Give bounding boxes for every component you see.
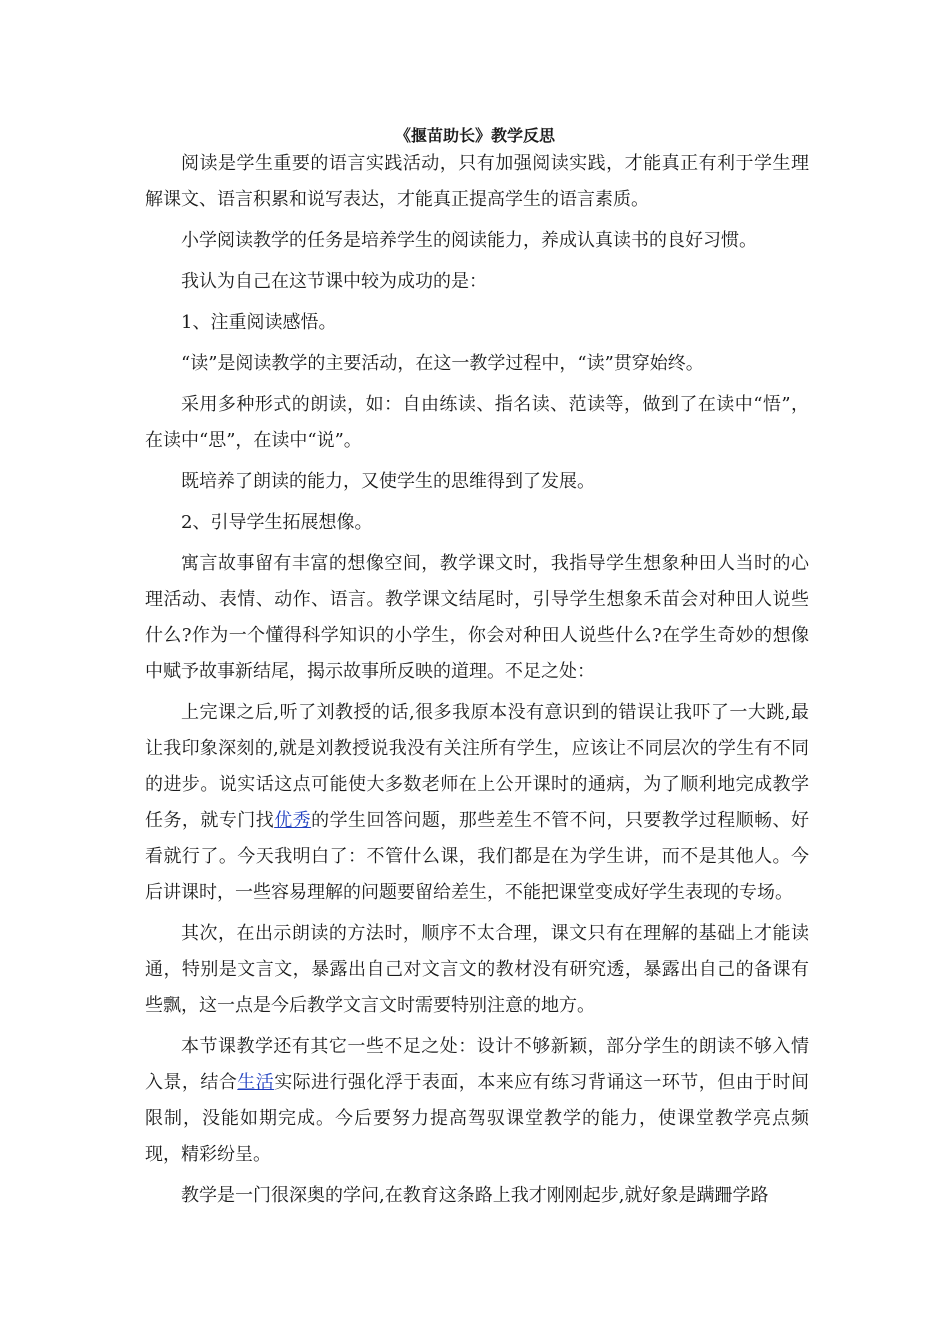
paragraph-reading-ability: 既培养了朗读的能力，又使学生的思维得到了发展。 (181, 471, 595, 492)
paragraph-imagination: 寓言故事留有丰富的想像空间，教学课文时，我指导学生想象种田人当时的心理活动、表情、动作、语言。教学课文结尾时，引导学生想象禾苗会对种田人说些什么?作为一个懂得科学知识的小学生，你会对种田人说些什么?在学生奇妙的想像中赋予故事新结尾，揭示故事所反映的道理。不足之处： (145, 553, 809, 682)
paragraph-conclusion: 教学是一门很深奥的学问,在教育这条路上我才刚刚起步,就好象是蹒跚学路 (181, 1185, 769, 1206)
paragraph-point-1-heading: 1、注重阅读感悟。 (181, 312, 337, 333)
paragraph-reading-order: 其次，在出示朗读的方法时，顺序不太合理，课文只有在理解的基础上才能读通，特别是文言文，暴露出自己对文言文的教材没有研究透，暴露出自己的备课有些飘，这一点是今后教学文言文时需要特别注意的地方。 (145, 923, 809, 1016)
paragraph-point-2-heading: 2、引导学生拓展想像。 (181, 512, 373, 533)
document-title: 《揠苗助长》教学反思 (394, 126, 555, 145)
link-shenghuo[interactable]: 生活 (237, 1072, 275, 1093)
paragraph-success-intro: 我认为自己在这节课中较为成功的是： (181, 271, 487, 292)
paragraph-text-segment: 实际进行强化浮于表面，本来应有练习背诵这一环节，但由于时间限制，没能如期完成。今后要努力提高驾驭课堂教学的能力，使课堂教学亮点频现，精彩纷呈。 (145, 1072, 810, 1165)
paragraph-reading-importance: 阅读是学生重要的语言实践活动，只有加强阅读实践，才能真正有利于学生理解课文、语言积累和说写表达，才能真正提高学生的语言素质。 (145, 153, 809, 210)
paragraph-text-segment: 本节课教学还有其它一些不足之处：设计不够新颖，部分学生的朗读不够入情入景，结合 (145, 1036, 809, 1093)
paragraph-teaching-task: 小学阅读教学的任务是培养学生的阅读能力，养成认真读书的良好习惯。 (181, 230, 757, 251)
paragraph-other-shortcomings (145, 1029, 809, 1173)
document-body (145, 146, 809, 1219)
paragraph-professor-feedback (145, 695, 809, 911)
link-youxiu[interactable]: 优秀 (274, 810, 312, 831)
paragraph-reading-forms: 采用多种形式的朗读，如：自由练读、指名读、范读等，做到了在读中“悟”，在读中“思”，在读中“说”。 (145, 394, 809, 451)
paragraph-text-segment: 的学生回答问题，那些差生不管不问，只要教学过程顺畅、好看就行了。今天我明白了：不管什么课，我们都是在为学生讲，而不是其他人。今后讲课时，一些容易理解的问题要留给差生，不能把课堂变成好学生表现的专场。 (145, 810, 810, 903)
paragraph-reading-activity: “读”是阅读教学的主要活动，在这一教学过程中，“读”贯穿始终。 (181, 353, 704, 374)
paragraph-text-segment: 上完课之后,听了刘教授的话,很多我原本没有意识到的错误让我吓了一大跳,最让我印象深刻的,就是刘教授说我没有关注所有学生，应该让不同层次的学生有不同的进步。说实话这点可能使大多数老师在上公开课时的通病，为了顺利地完成教学任务，就专门找 (145, 702, 809, 831)
